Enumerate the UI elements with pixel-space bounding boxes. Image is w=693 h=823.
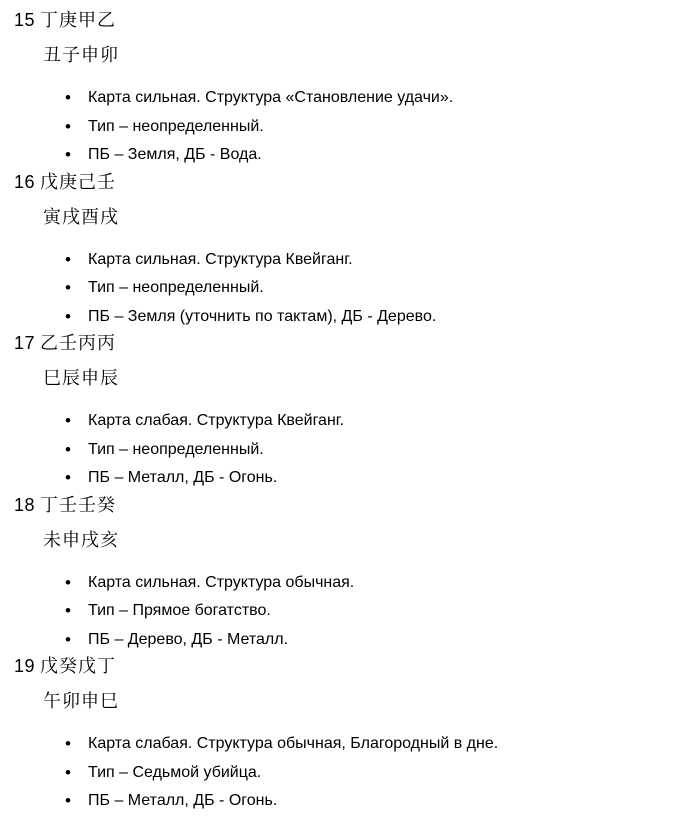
entry-17	[0, 332, 693, 493]
bullet-item: • ПБ – Земля (уточнить по тактам), ДБ - Дерево.	[88, 303, 683, 332]
entry-number: 17	[14, 333, 36, 353]
entry-branches: 寅戌酉戌	[43, 206, 119, 227]
bullet-item: • Тип – неопределенный.	[88, 436, 683, 465]
entry-bullet-list	[0, 730, 693, 816]
entry-number: 15	[14, 10, 36, 30]
entry-heading	[14, 9, 693, 32]
entry-stems: 丁庚甲乙	[40, 10, 117, 30]
entry-heading	[14, 171, 693, 194]
bullet-item: • ПБ – Дерево, ДБ - Металл.	[88, 626, 683, 655]
entry-19	[0, 655, 693, 816]
bullet-item: • Тип – Седьмой убийца.	[88, 759, 683, 788]
entry-18	[0, 494, 693, 655]
entry-bullet-list	[0, 407, 693, 493]
entry-15	[0, 9, 693, 170]
bullet-item: • Карта слабая. Структура обычная, Благородный в дне.	[88, 730, 683, 759]
bullet-item: • Карта сильная. Структура «Становление удачи».	[88, 84, 683, 113]
entry-number: 16	[14, 171, 36, 192]
entry-bullet-list	[0, 84, 693, 170]
entry-stems: 戊癸戊丁	[40, 656, 117, 676]
entry-branches: 巳辰申辰	[43, 368, 119, 388]
entry-stems: 丁壬壬癸	[40, 494, 117, 515]
entry-branches: 未申戌亥	[43, 529, 119, 550]
bullet-item: • Тип – Прямое богатство.	[88, 597, 683, 626]
entry-stems: 乙壬丙丙	[40, 333, 117, 353]
entry-number: 19	[14, 656, 36, 676]
bullet-item: • ПБ – Металл, ДБ - Огонь.	[88, 464, 683, 493]
entry-branches: 午卯申巳	[43, 691, 119, 711]
bullet-item: • ПБ – Металл, ДБ - Огонь.	[88, 787, 683, 816]
bullet-item: • Карта слабая. Структура Квейганг.	[88, 407, 683, 436]
bullet-item: • Тип – неопределенный.	[88, 274, 683, 303]
entry-heading	[14, 655, 693, 678]
entry-stems: 戊庚己壬	[40, 171, 117, 192]
bullet-item: • ПБ – Земля, ДБ - Вода.	[88, 141, 683, 170]
entry-16	[0, 171, 693, 332]
entry-heading	[14, 494, 693, 517]
bullet-item: • Карта сильная. Структура Квейганг.	[88, 246, 683, 275]
entry-bullet-list	[0, 246, 693, 332]
bullet-item: • Тип – неопределенный.	[88, 113, 683, 142]
entry-bullet-list	[0, 569, 693, 655]
entry-heading	[14, 332, 693, 355]
entry-branches: 丑子申卯	[43, 45, 119, 65]
bullet-item: • Карта сильная. Структура обычная.	[88, 569, 683, 598]
entry-number: 18	[14, 494, 36, 515]
